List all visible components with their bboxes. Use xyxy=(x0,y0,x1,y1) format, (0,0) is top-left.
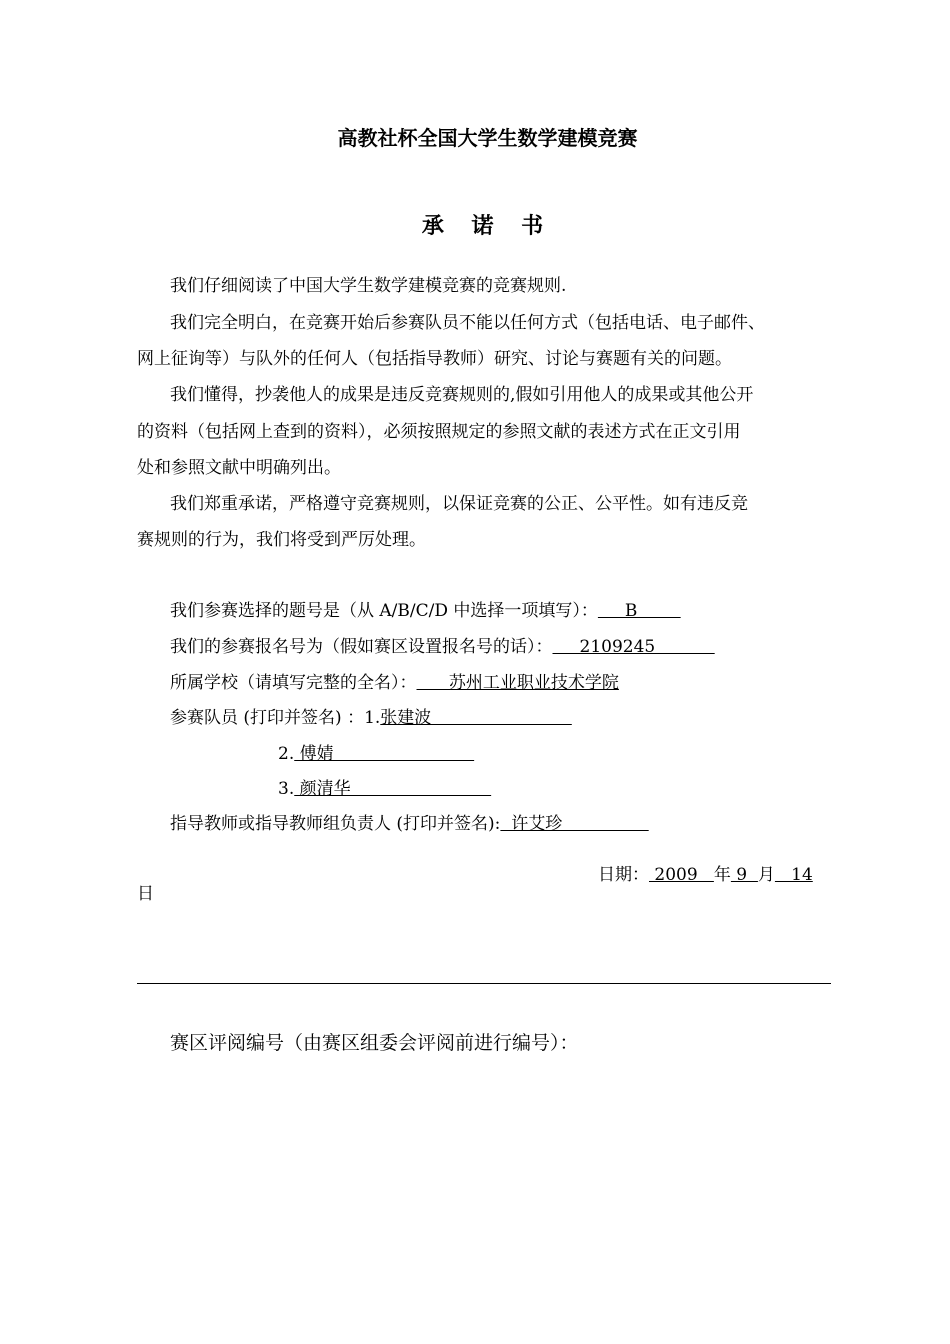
problem-field[interactable]: B xyxy=(597,601,681,621)
member1-field[interactable]: 张建波 xyxy=(380,708,572,728)
advisor-label: 指导教师或指导教师组负责人 (打印并签名): xyxy=(170,814,501,834)
day-field[interactable]: 14 xyxy=(774,865,813,885)
member2-row xyxy=(278,736,474,772)
member3-number: 3. xyxy=(278,779,295,799)
divider xyxy=(137,983,831,984)
date-label: 日期： xyxy=(598,865,649,885)
year-unit: 年 xyxy=(713,865,731,885)
advisor-field[interactable]: 许艾珍 xyxy=(500,814,649,834)
member3-field[interactable]: 颜清华 xyxy=(294,779,492,799)
members-label: 参赛队员 (打印并签名) ：1. xyxy=(170,708,381,728)
month-unit: 月 xyxy=(757,865,775,885)
registration-label: 我们的参赛报名号为（假如赛区设置报名号的话）： xyxy=(170,637,553,657)
paragraph-line: 我们仔细阅读了中国大学生数学建模竞赛的竞赛规则. xyxy=(170,276,567,296)
member3-row xyxy=(278,771,491,807)
document-subtitle: 承 诺 书 xyxy=(421,213,554,239)
member2-number: 2. xyxy=(278,744,295,764)
paragraph-line: 处和参照文献中明确列出。 xyxy=(137,458,341,478)
paragraph-line: 我们完全明白，在竞赛开始后参赛队员不能以任何方式（包括电话、电子邮件、 xyxy=(170,313,765,333)
day-unit: 日 xyxy=(137,884,154,904)
registration-row xyxy=(170,629,715,665)
paragraph-line: 网上征询等）与队外的任何人（包括指导教师）研究、讨论与赛题有关的问题。 xyxy=(137,349,732,369)
registration-field[interactable]: 2109245 xyxy=(552,637,715,657)
school-label: 所属学校（请填写完整的全名）： xyxy=(170,673,417,693)
year-field[interactable]: 2009 xyxy=(649,865,714,885)
member2-field[interactable]: 傅婧 xyxy=(294,744,475,764)
problem-label: 我们参赛选择的题号是（从 A/B/C/D 中选择一项填写）： xyxy=(170,601,598,621)
member1-row xyxy=(170,700,572,736)
date-row xyxy=(598,857,813,893)
month-field[interactable]: 9 xyxy=(730,865,758,885)
review-number-label: 赛区评阅编号（由赛区组委会评阅前进行编号）： xyxy=(170,1032,579,1054)
advisor-row xyxy=(170,806,649,842)
paragraph-line: 我们郑重承诺，严格遵守竞赛规则，以保证竞赛的公正、公平性。如有违反竞 xyxy=(170,494,748,514)
school-field[interactable]: 苏州工业职业技术学院 xyxy=(416,673,619,693)
paragraph-line: 的资料（包括网上查到的资料），必须按照规定的参照文献的表述方式在正文引用 xyxy=(137,422,741,442)
school-row xyxy=(170,665,619,701)
paragraph-line: 我们懂得，抄袭他人的成果是违反竞赛规则的,假如引用他人的成果或其他公开 xyxy=(170,385,754,405)
paragraph-line: 赛规则的行为，我们将受到严厉处理。 xyxy=(137,530,426,550)
problem-row xyxy=(170,593,681,629)
document-title: 高教社杯全国大学生数学建模竞赛 xyxy=(337,126,638,150)
